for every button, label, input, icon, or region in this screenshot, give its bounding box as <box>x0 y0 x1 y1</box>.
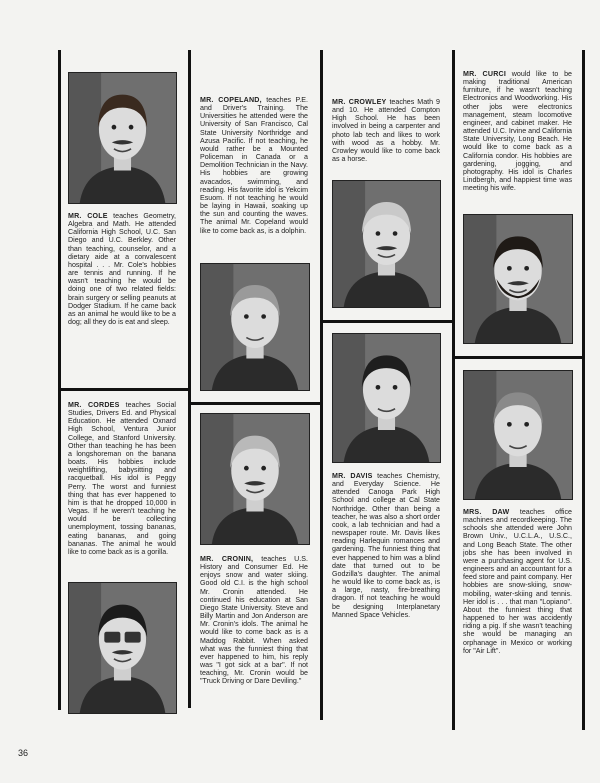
column-rule <box>188 50 191 708</box>
bio-mr-curci <box>463 70 572 210</box>
portrait-graphic <box>333 181 440 307</box>
bio-mr-copeland <box>200 96 308 256</box>
photo-mr-copeland <box>200 263 310 391</box>
bio-mr-davis <box>332 472 440 722</box>
right-eye <box>393 231 398 236</box>
right-eye <box>261 314 266 319</box>
bio-mr-cole <box>68 212 176 352</box>
bio-text: teaches Geometry, Algebra and Math. He attended California High School, U.C. San Diego and U.C. Berkley. Other than teaching, counselor, and a dietary aide at a convalescent hospital . . . Mr. Cole's hobbies are tennis and running. If he wasn't teaching he would be doing one of two related fields: brain surgery or selling peanuts at Dodger Stadium. If he came back as an animal he would like to be a dog; all they do is eat and sleep. <box>68 212 176 327</box>
bio-mr-cronin <box>200 555 308 715</box>
left-eye <box>244 466 249 471</box>
row-rule <box>58 388 191 391</box>
column-rule <box>320 50 323 720</box>
row-rule <box>452 356 585 359</box>
row-rule <box>320 320 454 323</box>
left-eye <box>507 266 512 271</box>
photo-mrs-daw <box>463 370 573 500</box>
bio-text: teaches office machines and recordkeeping. The schools she attended were John Brown Univ., U.C.L.A., U.S.C., and Long Beach State. The other jobs she has been involved in were a purchasing agent for U.S. engineers and an accountant for a feed store and paint company. Her hobbies are snow-skiing, snow-mobiling, water-skiing and tennis. Her idol is . . . that man "Lopiano". About the funniest thing that happened to her was accidently riding a pig. If she wasn't teaching she would be managing an orphanage in Mexico or working for "Air Lift". <box>463 508 572 655</box>
photo-mr-cole <box>68 72 177 204</box>
bio-text: teaches Chemistry, and Everyday Science. He attended Canoga Park High School and college at Cal State Northridge. Other than being a teacher, he was also a short order cook, a lab technician and had a newspaper route. Mr. Davis likes reading Harlequin romances and gardening. The funniest thing that ever happened to him was a blind date that turned out to be Godzilla's daughter. The animal he would like to come back as, is a large, nasty, fire-breathing dragon. If not teaching he would be designing Interplanetary Manned Space Vehicles. <box>332 472 440 619</box>
left-eye <box>376 385 381 390</box>
column-rule <box>452 50 455 730</box>
portrait-graphic <box>69 583 176 713</box>
bio-text: teaches Math 9 and 10. He attended Compton High School. He has been involved in being a carpenter and photo lab tech and likes to work with wood as a hobby. Mr. Crowley would like to come back as a horse. <box>332 98 440 164</box>
portrait-graphic <box>69 73 176 203</box>
portrait-graphic <box>464 371 572 499</box>
right-eye <box>524 266 529 271</box>
column-rule <box>58 50 61 710</box>
bio-text: would like to be making traditional American furniture, if he wasn't teaching Electronics and Woodworking. His other jobs were electronics management, steam locomotive engineer, and cabinet maker. He attended U.C. Irvine and California State University, Long Beach. He would like to come back as a California condor. His hobbies are gardening, jogging, and photography. His idol is Charles Lindbergh, and happiest time was meeting his wife. <box>463 70 572 193</box>
right-eye <box>524 422 529 427</box>
photo-mr-cronin <box>200 413 310 545</box>
row-rule <box>188 402 322 405</box>
bio-mr-cordes <box>68 401 176 577</box>
teacher-name: MRS. DAW <box>463 508 510 516</box>
teacher-name: MR. COLE <box>68 212 108 220</box>
bio-mr-crowley <box>332 98 440 170</box>
right-eye <box>261 466 266 471</box>
bio-text: teaches P.E. and Driver's Training. The Universities he attended were the University of San Francisco, Cal State University Northridge and Azusa Pacific. If not teaching, he would rather be a Mounted Policeman in Canada or a Demolition Technician in the Navy. His hobbies are growing avacados, swimming, and reading. His favorite idol is Yekcim Esuom. If not teaching he would be laying in Hawaii, soaking up the sun and counting the waves. The animal Mr. Copeland would like to come back as, is a dolphin. <box>200 96 308 235</box>
photo-mr-cordes <box>68 582 177 714</box>
teacher-name: MR. CORDES <box>68 401 120 409</box>
teacher-name: MR. DAVIS <box>332 472 373 480</box>
bio-mrs-daw <box>463 508 572 728</box>
portrait-graphic <box>201 264 309 390</box>
left-eye <box>376 231 381 236</box>
left-eye <box>507 422 512 427</box>
column-rule <box>582 50 585 730</box>
bio-text: teaches U.S. History and Consumer Ed. He enjoys snow and water skiing. Good old C.I. is the high school Mr. Cronin attended. He continued his education at San Diego State University. Steve and Billy Martin and Jon Anderson are Mr. Cronin's idols. The animal he would like to come back as is a Maddog Rabbit. When asked what was the funniest thing that ever happened to him, his reply was "I got sick at a bar". If not teaching, Mr. Cronin would be "Truck Driving or Dare Deviling." <box>200 555 308 686</box>
portrait-graphic <box>464 215 572 343</box>
left-eye <box>112 125 117 130</box>
right-eye <box>129 125 134 130</box>
bio-text: teaches Social Studies, Drivers Ed. and Physical Education. He attended Oxnard High School, Ventura Junior College, and Stanford University. Other than teaching he has been a longshoreman on the banana boats. His hobbies include weightlifting, babysitting and racquetball. His idol is Peggy Perry. The worst and funniest thing that has ever happened to him is that he dropped 10,000 in Vegas. If he weren't teaching he would be collecting unemployment, tossing bananas, eating bananas, and going bananas. The animal he would like to come back as is a gorilla. <box>68 401 176 556</box>
photo-mr-crowley <box>332 180 441 308</box>
teacher-name: MR. CROWLEY <box>332 98 387 106</box>
photo-mr-curci <box>463 214 573 344</box>
teacher-name: MR. CURCI <box>463 70 507 78</box>
page-number: 36 <box>18 748 29 758</box>
right-eye <box>393 385 398 390</box>
portrait-graphic <box>333 334 440 462</box>
teacher-name: MR. COPELAND, <box>200 96 262 104</box>
left-lens <box>104 632 120 643</box>
right-lens <box>125 632 141 643</box>
photo-mr-davis <box>332 333 441 463</box>
teacher-name: MR. CRONIN, <box>200 555 254 563</box>
portrait-graphic <box>201 414 309 544</box>
left-eye <box>244 314 249 319</box>
